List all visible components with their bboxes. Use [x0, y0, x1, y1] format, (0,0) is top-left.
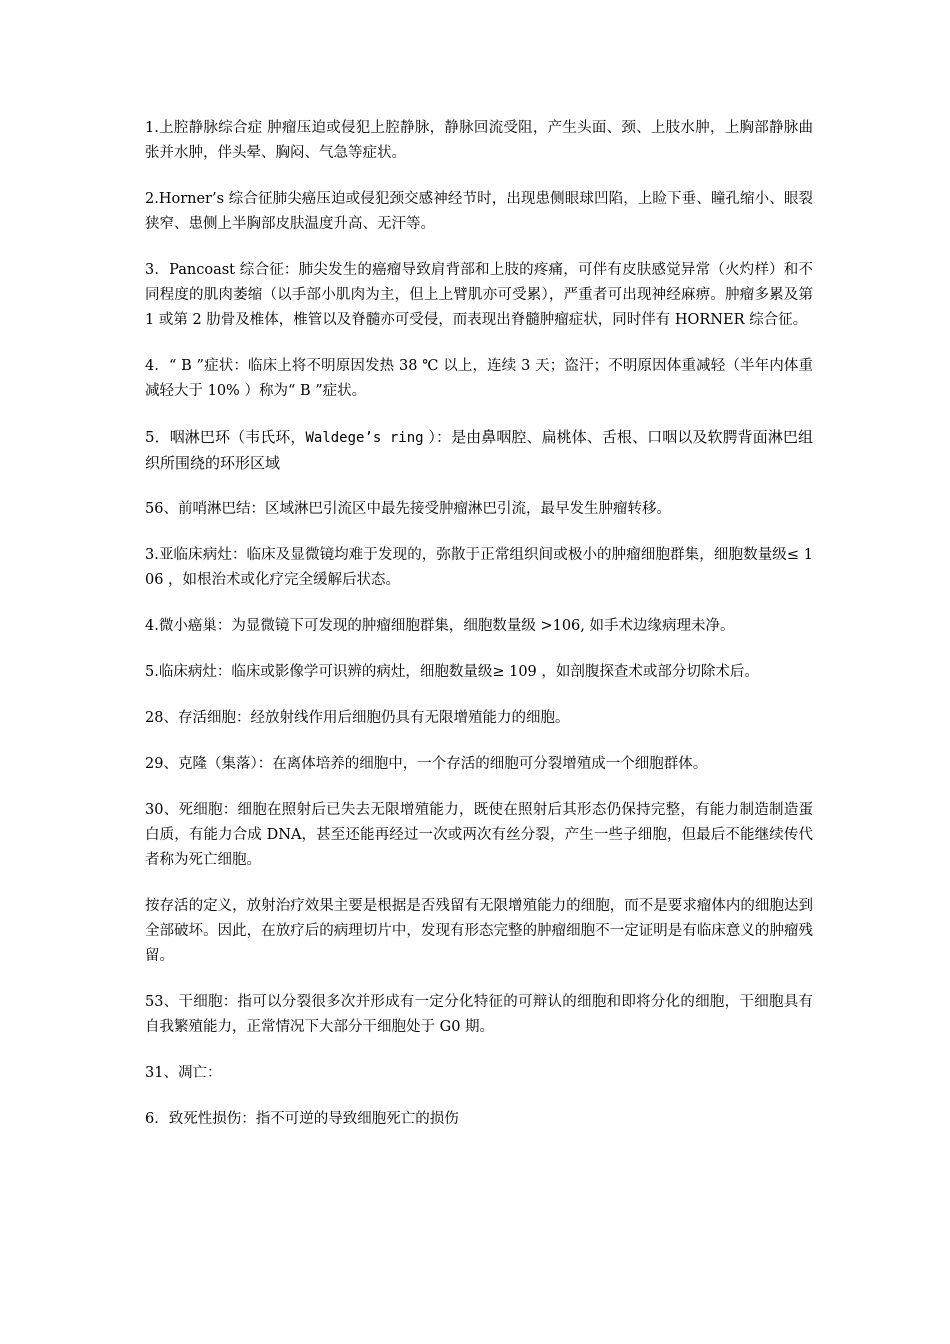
paragraph-lethal-damage: 6．致死性损伤：指不可逆的导致细胞死亡的损伤	[145, 1111, 459, 1127]
paragraph-clone: 29、克隆（集落）：在离体培养的细胞中，一个存活的细胞可分裂增殖成一个细胞群体。	[145, 756, 708, 772]
paragraph-surviving-cell: 28、存活细胞：经放射线作用后细胞仍具有无限增殖能力的细胞。	[145, 710, 570, 726]
paragraph-stem-cell: 53、干细胞：指可以分裂很多次并形成有一定分化特征的可辩认的细胞和即将分化的细胞，干细胞具有自我繁殖能力，正常情况下大部分干细胞处于 G0 期。	[145, 994, 813, 1035]
paragraph-svc-syndrome: 1.上腔静脉综合症 肿瘤压迫或侵犯上腔静脉，静脉回流受阻，产生头面、颈、上肢水肿，上胸部静脉曲张并水肿，伴头晕、胸闷、气急等症状。	[145, 120, 813, 161]
paragraph-waldeyer-ring	[145, 425, 813, 476]
waldeyer-lead-text: 5．咽淋巴环（韦氏环，	[145, 428, 306, 446]
paragraph-sentinel-node: 56、前哨淋巴结：区域淋巴引流区中最先接受肿瘤淋巴引流，最早发生肿瘤转移。	[145, 501, 671, 517]
paragraph-pancoast-syndrome: 3．Pancoast 综合征：肺尖发生的癌瘤导致肩背部和上肢的疼痛，可伴有皮肤感觉异常（火灼样）和不同程度的肌肉萎缩（以手部小肌肉为主，但上上臂肌亦可受累），严重者可出现神经麻痹。肿瘤多累及第 1 或第 2 肋骨及椎体，椎管以及脊髓亦可受侵，而表现出脊髓肿瘤症状，同时伴有 HORNER 综合征。	[145, 262, 813, 328]
paragraph-micro-nest: 4.微小癌巢：为显微镜下可发现的肿瘤细胞群集，细胞数量级 >106, 如手术边缘病理未净。	[145, 618, 735, 634]
paragraph-clinical-lesion: 5.临床病灶：临床或影像学可识辨的病灶，细胞数量级≥ 109 ，如剖腹探查术或部分切除术后。	[145, 664, 759, 680]
paragraph-subclinical-lesion: 3.亚临床病灶：临床及显微镜均难于发现的，弥散于正常组织间或极小的肿瘤细胞群集，细胞数量级≤ 106 ，如根治术或化疗完全缓解后状态。	[145, 547, 813, 588]
waldeyer-tail-text: ）：是由鼻咽腔、扁桃体、舌根、口咽以及软腭背面淋巴组织所围绕的环形区域	[145, 428, 813, 472]
paragraph-dead-cell: 30、死细胞：细胞在照射后已失去无限增殖能力，既使在照射后其形态仍保持完整，有能力制造制造蛋白质，有能力合成 DNA，甚至还能再经过一次或两次有丝分裂，产生一些子细胞，但最后不能继续传代者称为死亡细胞。	[145, 802, 813, 868]
paragraph-apoptosis: 31、凋亡：	[145, 1065, 222, 1081]
paragraph-horner-syndrome: 2.Horner’s 综合征肺尖癌压迫或侵犯颈交感神经节时，出现患侧眼球凹陷，上睑下垂、瞳孔缩小、眼裂狭窄、患侧上半胸部皮肤温度升高、无汗等。	[145, 191, 813, 232]
document-page	[145, 116, 813, 1153]
paragraph-survival-definition: 按存活的定义，放射治疗效果主要是根据是否残留有无限增殖能力的细胞，而不是要求瘤体内的细胞达到全部破坏。因此，在放疗后的病理切片中，发现有形态完整的肿瘤细胞不一定证明是有临床意义的肿瘤残留。	[145, 898, 813, 964]
paragraph-b-symptoms: 4．“ B ”症状：临床上将不明原因发热 38 ℃ 以上，连续 3 天；盗汗；不明原因体重减轻（半年内体重减轻大于 10% ）称为“ B ”症状。	[145, 358, 813, 399]
waldeyer-ring-term: Waldege’s ring	[305, 430, 424, 446]
